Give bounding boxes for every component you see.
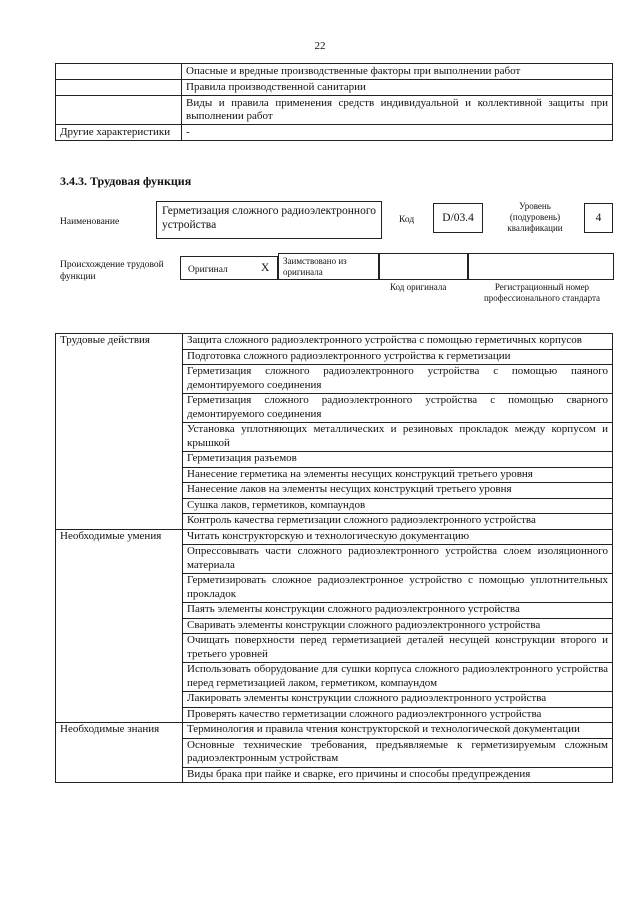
code-original-cell xyxy=(379,253,468,280)
name-label: Наименование xyxy=(60,217,120,227)
section-item: Герметизация сложного радиоэлектронного устройства с помощью паяного демонтируемого соединения xyxy=(183,365,613,394)
level-label: Уровень (подуровень) квалификации xyxy=(507,201,563,233)
section-label: Необходимые знания xyxy=(56,723,183,783)
code-label: Код xyxy=(399,215,415,225)
table-cell-left xyxy=(56,64,182,80)
main-table xyxy=(55,333,613,783)
section-label: Необходимые умения xyxy=(56,529,183,723)
table-cell-left xyxy=(56,80,182,96)
section-item: Опрессовывать части сложного радиоэлектронного устройства слоем изоляционного материала xyxy=(183,545,613,574)
section-item: Защита сложного радиоэлектронного устройства с помощью герметичных корпусов xyxy=(183,334,613,350)
section-item: Нанесение герметика на элементы несущих конструкций третьего уровня xyxy=(183,467,613,483)
section-item: Герметизировать сложное радиоэлектронное устройство с помощью уплотнительных прокладок xyxy=(183,574,613,603)
code-value: D/03.4 xyxy=(433,203,483,233)
section-item: Терминология и правила чтения конструкторской и технологической документации xyxy=(183,723,613,739)
top-table xyxy=(55,63,613,141)
table-cell-left xyxy=(56,96,182,125)
original-label: Оригинал xyxy=(188,265,228,275)
section-item: Сваривать элементы конструкции сложного радиоэлектронного устройства xyxy=(183,618,613,634)
section-item: Основные технические требования, предъявляемые к герметизируемым сложным радиоэлектронным устройствам xyxy=(183,738,613,767)
table-row xyxy=(56,529,613,545)
section-title: 3.4.3. Трудовая функция xyxy=(60,174,192,188)
table-cell-right: - xyxy=(182,125,613,141)
section-item: Проверять качество герметизации сложного радиоэлектронного устройства xyxy=(183,707,613,723)
section-item: Контроль качества герметизации сложного радиоэлектронного устройства xyxy=(183,514,613,530)
table-cell-right: Опасные и вредные производственные факторы при выполнении работ xyxy=(182,64,613,80)
section-item: Использовать оборудование для сушки корпуса сложного радиоэлектронного устройства перед герметизацией лаком, герметиком, компаундом xyxy=(183,663,613,692)
section-item: Подготовка сложного радиоэлектронного устройства к герметизации xyxy=(183,349,613,365)
section-item: Паять элементы конструкции сложного радиоэлектронного устройства xyxy=(183,603,613,619)
section-item: Нанесение лаков на элементы несущих конструкций третьего уровня xyxy=(183,483,613,499)
section-item: Виды брака при пайке и сварке, его причины и способы предупреждения xyxy=(183,767,613,783)
table-cell-right: Правила производственной санитарии xyxy=(182,80,613,96)
section-item: Очищать поверхности перед герметизацией деталей несущей конструкции второго и третьего уровней xyxy=(183,634,613,663)
table-row xyxy=(56,334,613,350)
table-row xyxy=(56,723,613,739)
table-row xyxy=(56,80,613,96)
section-label: Трудовые действия xyxy=(56,334,183,530)
level-value: 4 xyxy=(584,203,613,233)
table-cell-right: Виды и правила применения средств индивидуальной и коллективной защиты при выполнении работ xyxy=(182,96,613,125)
table-row xyxy=(56,96,613,125)
section-item: Лакировать элементы конструкции сложного радиоэлектронного устройства xyxy=(183,692,613,708)
page-number: 22 xyxy=(314,40,326,52)
original-mark: X xyxy=(261,262,270,274)
section-item: Сушка лаков, герметиков, компаундов xyxy=(183,498,613,514)
reg-number-cell xyxy=(468,253,614,280)
table-cell-left: Другие характеристики xyxy=(56,125,182,141)
table-row xyxy=(56,125,613,141)
section-item: Установка уплотняющих металлических и резиновых прокладок между корпусом и крышкой xyxy=(183,423,613,452)
origin-label: Происхождение трудовой функции xyxy=(60,260,164,282)
reg-number-label: Регистрационный номер профессионального стандарта xyxy=(483,282,601,303)
section-item: Читать конструкторскую и технологическую документацию xyxy=(183,529,613,545)
section-item: Герметизация разъемов xyxy=(183,452,613,468)
name-value: Герметизация сложного радиоэлектронного устройства xyxy=(156,201,382,239)
table-row xyxy=(56,64,613,80)
borrowed-label: Заимствовано из оригинала xyxy=(283,256,347,277)
section-item: Герметизация сложного радиоэлектронного устройства с помощью сварного демонтируемого соединения xyxy=(183,394,613,423)
code-original-label: Код оригинала xyxy=(390,282,447,292)
